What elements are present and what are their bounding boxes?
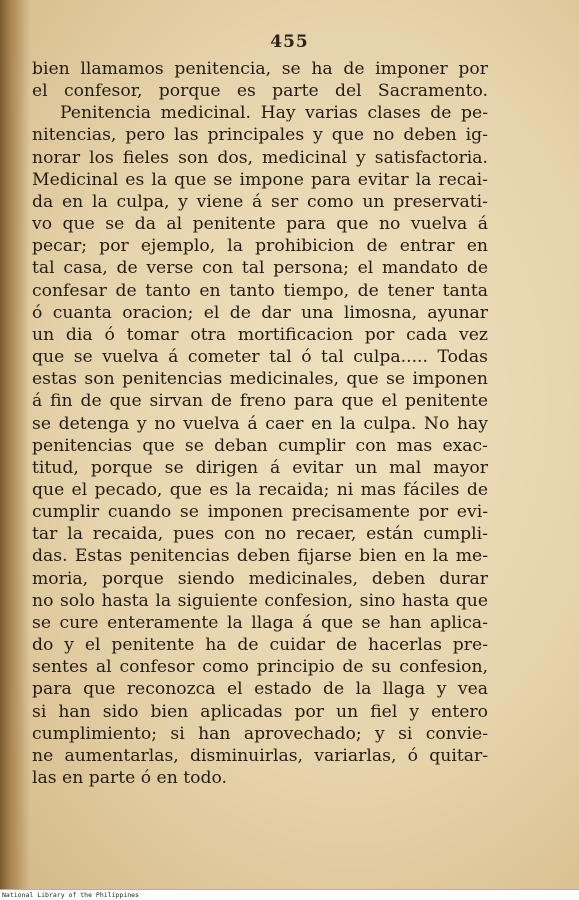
text-line: ne aumentarlas, disminuirlas, variarlas, ó quitar- [32,745,488,766]
text-line: que se vuelva á cometer tal ó tal culpa..... Todas [32,347,488,368]
text-line: pecar; por ejemplo, la prohibicion de entrar en [32,236,488,257]
text-line: estas son penitencias medicinales, que se imponen [32,369,488,390]
text-line: confesar de tanto en tanto tiempo, de tener tanta [32,280,488,301]
text-line: á fin de que sirvan de freno para que el penitente [32,391,488,412]
text-line: no solo hasta la siguiente confesion, sino hasta que [32,590,488,611]
text-line: das. Estas penitencias deben fijarse bien en la me- [32,546,488,567]
text-line: sentes al confesor como principio de su confesion, [32,657,488,678]
text-line: do y el penitente ha de cuidar de hacerlas pre- [32,635,488,656]
text-line: tar la recaida, pues con no recaer, están cumpli- [32,524,488,545]
text-line: nitencias, pero las principales y que no deben ig- [32,125,488,146]
page-gutter-shadow [0,0,30,889]
text-line: bien llamamos penitencia, se ha de imponer por [32,59,488,79]
text-line: penitencias que se deban cumplir con mas exac- [32,435,488,456]
text-line: vo que se da al penitente para que no vuelva á [32,214,488,235]
text-line: Medicinal es la que se impone para evitar la recai- [32,169,488,190]
text-line: se detenga y no vuelva á caer en la culpa. No hay [32,413,488,434]
text-line: cumplimiento; si han aprovechado; y si convie- [32,723,488,744]
page-number: 455 [270,32,309,52]
text-line: Penitencia medicinal. Hay varias clases de pe- [60,103,488,124]
text-line: titud, porque se dirigen á evitar un mal mayor [32,457,488,478]
text-line: moria, porque siendo medicinales, deben durar [32,568,488,589]
text-line: se cure enteramente la llaga á que se han aplica- [32,612,488,633]
text-line: norar los fieles son dos, medicinal y satisfactoria. [32,147,488,168]
text-line: para que reconozca el estado de la llaga y vea [32,679,488,700]
text-line: que el pecado, que es la recaida; ni mas fáciles de [32,479,488,500]
library-credit: National Library of the Philippines [2,891,139,899]
text-line: si han sido bien aplicadas por un fiel y entero [32,701,488,722]
library-watermark-bar [0,889,579,900]
body-text [32,58,488,789]
text-line: da en la culpa, y viene á ser como un preservati- [32,191,488,212]
text-line: tal casa, de verse con tal persona; el mandato de [32,258,488,279]
text-line: el confesor, porque es parte del Sacramento. [32,81,488,102]
text-line: las en parte ó en todo. [32,768,228,788]
text-line: cumplir cuando se imponen precisamente por evi- [32,502,488,523]
text-line: un dia ó tomar otra mortificacion por cada vez [32,324,488,345]
text-line: ó cuanta oracion; el de dar una limosna, ayunar [32,302,488,323]
